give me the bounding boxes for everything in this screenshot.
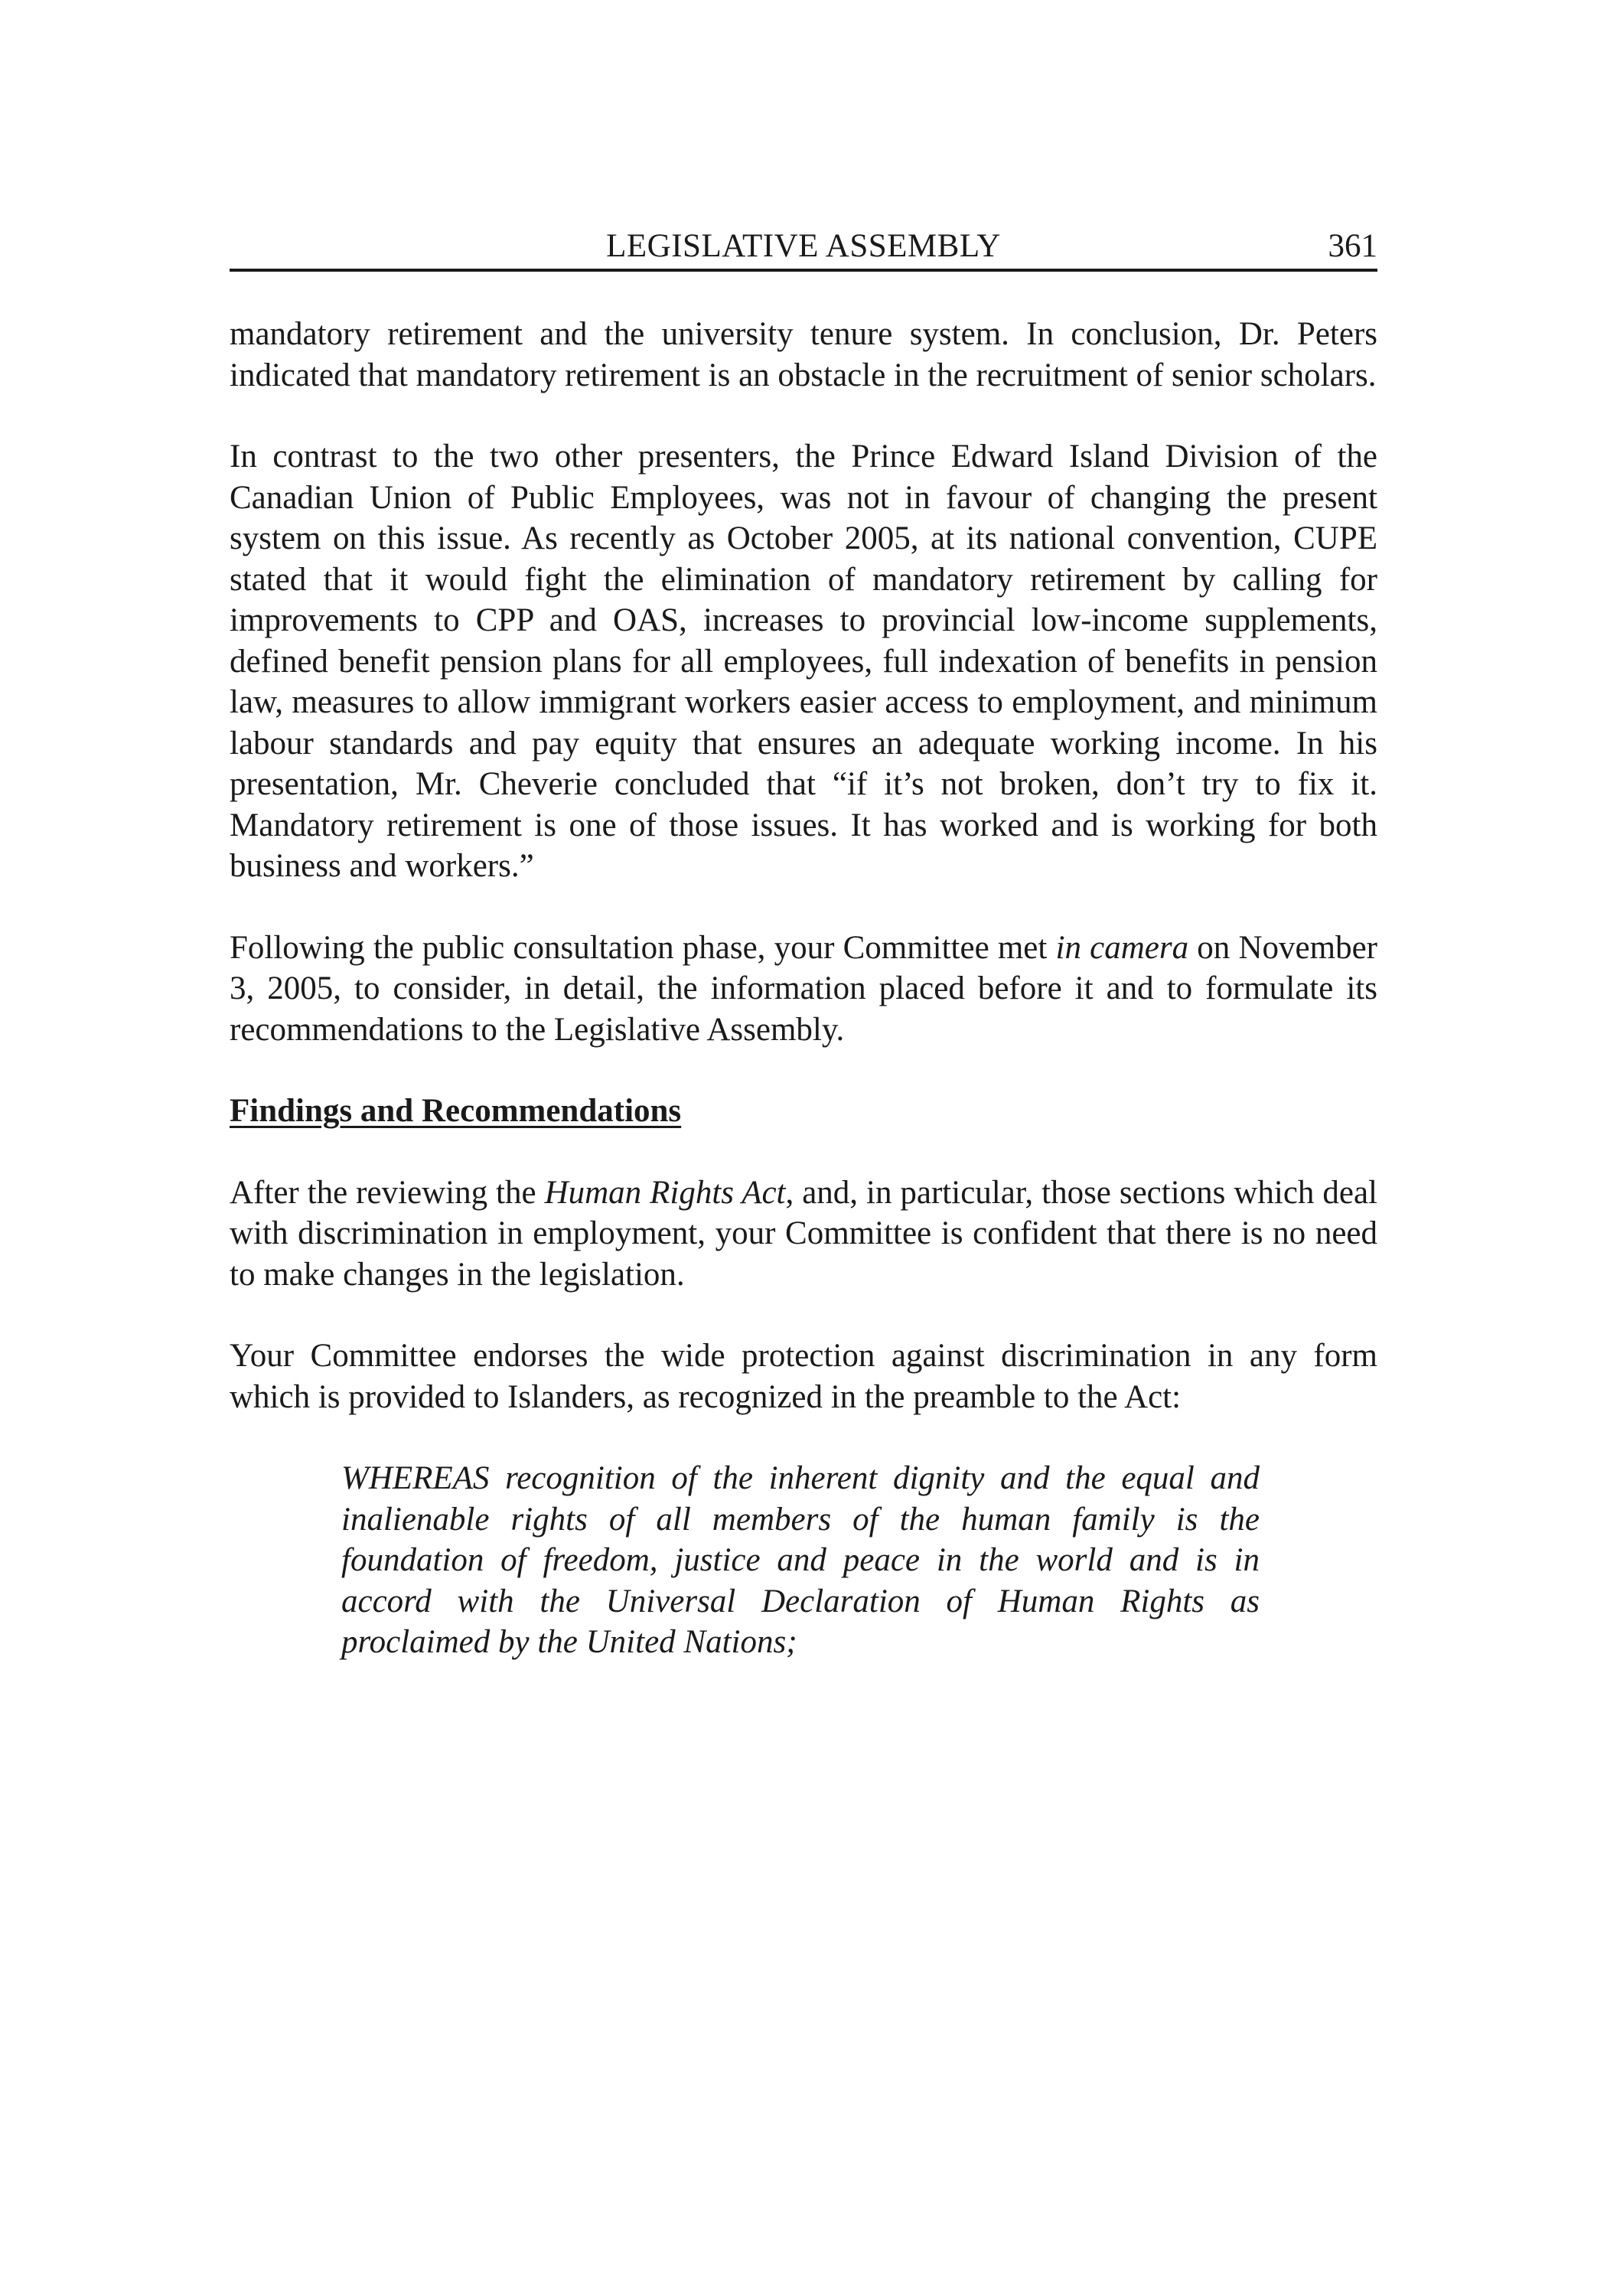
section-heading: Findings and Recommendations <box>230 1093 682 1129</box>
paragraph-text: on November 3, 2005, to consider, in detail, the information placed before it and to formulate its recommendations to the Legislative Assembly. <box>230 929 1377 1048</box>
preamble-quotation: WHEREAS recognition of the inherent dignity and the equal and inalienable rights of all members of the human family is the foundation of freedom, justice and peace in the world and is in accord with the Universal Declaration of Human Rights as proclaimed by the United Nations; <box>341 1460 1260 1660</box>
act-title: Human Rights Act <box>544 1174 786 1211</box>
page-body <box>230 314 1377 1663</box>
paragraph-cupe-position: In contrast to the two other presenters, the Prince Edward Island Division of the Canadian Union of Public Employees, was not in favour of changing the present system on this issue. As recently as October 2005, at its national convention, CUPE stated that it would fight the elimination of mandatory retirement by calling for improvements to CPP and OAS, increases to provincial low-income supplements, defined benefit pension plans for all employees, full indexation of benefits in pension law, measures to allow immigrant workers easier access to employment, and minimum labour standards and pay equity that ensures an adequate working income. In his presentation, Mr. Cheverie concluded that “if it’s not broken, don’t try to fix it. Mandatory retirement is one of those issues. It has worked and is working for both business and workers.” <box>230 439 1377 884</box>
paragraph-text: , and, in particular, those sections which deal with discrimination in employment, your Committee is confident that there is no need to make changes in the legislation. <box>230 1174 1377 1293</box>
paragraph-endorsement: Your Committee endorses the wide protection against discrimination in any form which is provided to Islanders, as recognized in the preamble to the Act: <box>230 1338 1377 1415</box>
paragraph-text: Following the public consultation phase, your Committee met <box>230 929 1056 966</box>
page-number: 361 <box>1328 228 1377 264</box>
paragraph-in-camera-meeting <box>230 928 1377 1051</box>
running-header <box>230 224 1377 272</box>
italic-term: in camera <box>1055 929 1189 966</box>
running-header-title: LEGISLATIVE ASSEMBLY <box>606 228 1001 264</box>
paragraph-peters-conclusion: mandatory retirement and the university tenure system. In conclusion, Dr. Peters indicated that mandatory retirement is an obstacle in the recruitment of senior scholars. <box>230 316 1377 393</box>
paragraph-text: After the reviewing the <box>230 1174 545 1211</box>
paragraph-act-review <box>230 1172 1377 1296</box>
